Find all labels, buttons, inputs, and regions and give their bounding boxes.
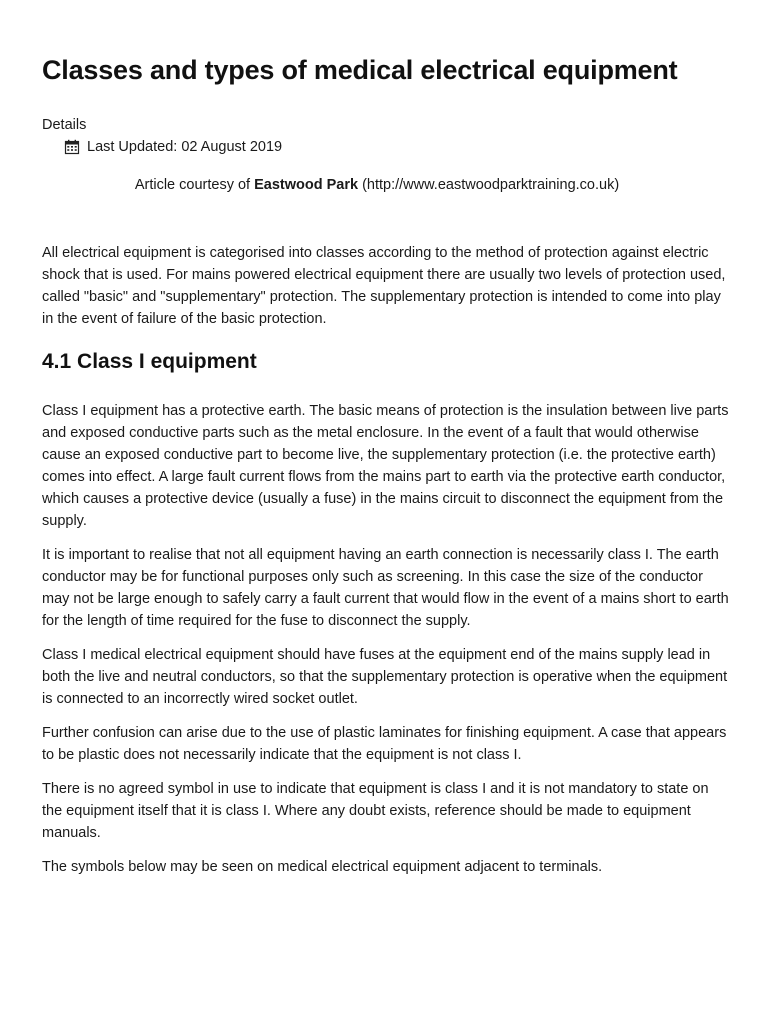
courtesy-prefix: Article courtesy of <box>134 177 255 193</box>
courtesy-org: Eastwood Park <box>254 177 359 193</box>
paragraph: Class I medical electrical equipment should have fuses at the equipment end of the mains supply lead in both the live and neutral conductors, so that the supplementary protection is operative when the equipment is connected to an incorrectly wired socket outlet. <box>42 647 728 707</box>
article-body <box>42 242 732 878</box>
page-title: Classes and types of medical electrical equipment <box>42 55 678 85</box>
article-courtesy <box>42 174 732 196</box>
last-updated-date: 02 August 2019 <box>181 139 283 155</box>
intro-paragraph: All electrical equipment is categorised into classes according to the method of protection against electric shock that is used. For mains powered electrical equipment there are usually two levels of protection used, called "basic" and "supplementary" protection. The supplementary protection is intended to come into play in the event of failure of the basic protection. <box>42 245 726 327</box>
calendar-icon <box>64 139 80 155</box>
section-heading: 4.1 Class I equipment <box>42 350 257 373</box>
article-details <box>42 114 732 158</box>
last-updated <box>42 136 732 158</box>
last-updated-prefix: Last Updated: <box>87 139 178 155</box>
details-label: Details <box>42 117 87 133</box>
paragraph: It is important to realise that not all equipment having an earth connection is necessarily class I. The earth conductor may be for functional purposes only such as screening. In this case the size of the conductor may not be large enough to safely carry a fault current that would flow in the event of a mains short to earth for the length of time required for the fuse to disconnect the supply. <box>42 547 729 629</box>
courtesy-url: (http://www.eastwoodparktraining.co.uk) <box>358 177 620 193</box>
paragraph: The symbols below may be seen on medical electrical equipment adjacent to terminals. <box>42 859 603 875</box>
paragraph: There is no agreed symbol in use to indicate that equipment is class I and it is not mandatory to state on the equipment itself that it is class I. Where any doubt exists, reference should be made to equipment manuals. <box>42 781 709 841</box>
paragraph: Further confusion can arise due to the use of plastic laminates for finishing equipment. A case that appears to be plastic does not necessarily indicate that the equipment is not class I. <box>42 725 727 763</box>
paragraph: Class I equipment has a protective earth. The basic means of protection is the insulation between live parts and exposed conductive parts such as the metal enclosure. In the event of a fault that would otherwise cause an exposed conductive part to become live, the supplementary protection (i.e. the protective earth) comes into effect. A large fault current flows from the mains part to earth via the protective earth conductor, which causes a protective device (usually a fuse) in the mains circuit to disconnect the equipment from the supply. <box>42 403 729 529</box>
